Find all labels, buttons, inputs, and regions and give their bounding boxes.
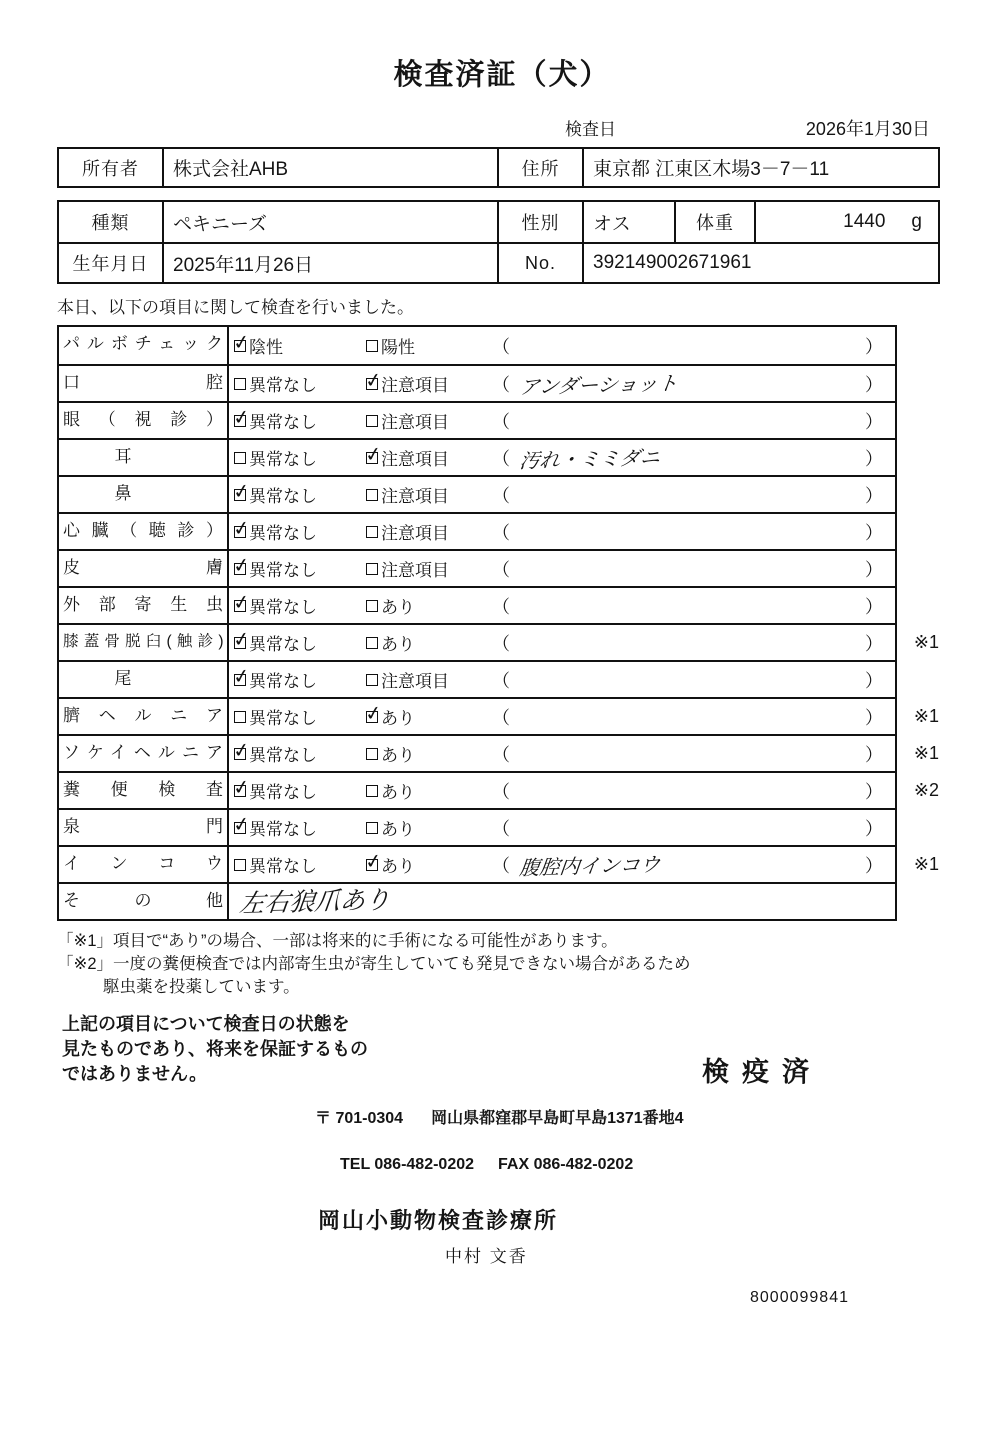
weight-label: 体重 [674, 202, 754, 242]
footnote-mark: ※1 [913, 632, 939, 652]
inspection-item-label: 糞便検査 [59, 773, 229, 808]
checkbox-icon [366, 563, 378, 575]
checkbox-icon [366, 637, 378, 649]
checkbox-icon [234, 822, 246, 834]
address-label: 住所 [497, 149, 582, 186]
inspection-option-1 [234, 741, 366, 766]
paren-close: ） [865, 707, 883, 728]
option-label: 注意項目 [381, 561, 449, 580]
footnote-mark: ※1 [913, 706, 939, 726]
handwritten-note: 腹腔内インコウ [518, 854, 662, 880]
clinic-tel: TEL 086-482-0202 [340, 1156, 475, 1173]
result-field [492, 850, 895, 879]
footnote-mark: ※1 [913, 743, 939, 763]
inspection-item-label: パルボチェック [59, 327, 229, 364]
footnote-1: 「※1」項目で“あり”の場合、一部は将来的に手術になる可能性があります。 [57, 932, 618, 950]
inspection-item-label: 鼻 [59, 477, 229, 512]
inspection-option-2 [366, 408, 492, 433]
weight-value-cell [754, 202, 938, 242]
inspection-option-2 [366, 371, 492, 396]
result-field [492, 778, 895, 804]
inspection-row-patella [59, 623, 939, 660]
inspection-option-1 [234, 630, 366, 655]
inspection-option-1 [234, 371, 366, 396]
checkbox-icon [366, 378, 378, 390]
checkbox-icon [234, 637, 246, 649]
footnotes [57, 930, 1004, 999]
checkbox-icon [234, 600, 246, 612]
inspection-row-skin [59, 549, 895, 586]
result-field [492, 482, 895, 508]
result-field [492, 408, 895, 434]
inspection-row-tail [59, 660, 895, 697]
weight-value: 1440 [843, 211, 886, 232]
inspection-option-1 [234, 593, 366, 618]
inspection-option-1 [234, 704, 366, 729]
paren-open: （ [492, 818, 510, 839]
dog-info-table [57, 200, 940, 284]
option-label: あり [381, 709, 415, 728]
paren-close: ） [865, 559, 883, 580]
inspection-option-1 [234, 482, 366, 507]
paren-open: （ [492, 374, 510, 395]
dog-info-row-1 [59, 202, 938, 242]
clinic-contact-line [340, 1156, 1004, 1174]
footnote-2-line2: 駆虫薬を投薬しています。 [103, 978, 300, 996]
result-field [492, 630, 895, 656]
inspection-option-1 [234, 556, 366, 581]
paren-close: ） [865, 336, 883, 357]
breed-label: 種類 [91, 213, 130, 233]
option-label: 異常なし [249, 487, 317, 506]
clinic-address: 岡山県都窪郡早島町早島1371番地4 [431, 1110, 684, 1127]
disclaimer [62, 1012, 1004, 1087]
checkbox-icon [234, 711, 246, 723]
inspection-item-label: 外部寄生虫 [59, 588, 229, 623]
checkbox-icon [366, 489, 378, 501]
footnote-mark: ※2 [913, 780, 939, 800]
option-label: 陽性 [381, 338, 415, 357]
paren-open: （ [492, 707, 510, 728]
no-value: 392149002671961 [582, 244, 938, 282]
option-label: 異常なし [249, 450, 317, 469]
inspection-option-2 [366, 482, 492, 507]
intro-text: 本日、以下の項目に関して検査を行いました。 [57, 298, 414, 317]
checkbox-icon [366, 340, 378, 352]
handwritten-note: 汚れ・ミミダニ [518, 447, 662, 473]
inspection-option-1 [234, 519, 366, 544]
inspection-option-1 [234, 852, 366, 877]
option-label: 異常なし [249, 376, 317, 395]
inspection-option-1 [234, 778, 366, 803]
checkbox-icon [366, 526, 378, 538]
paren-close: ） [865, 374, 883, 395]
checkbox-icon [234, 415, 246, 427]
checkbox-icon [234, 452, 246, 464]
result-field [492, 556, 895, 582]
inspection-item-label: 眼（視診） [59, 403, 229, 438]
paren-close: ） [865, 781, 883, 802]
dog-info-row-2 [59, 242, 938, 282]
checkbox-icon [234, 748, 246, 760]
footnote-mark: ※1 [913, 854, 939, 874]
inspection-row-fontanelle [59, 808, 895, 845]
option-label: あり [381, 783, 415, 802]
paren-close: ） [865, 633, 883, 654]
inspection-row-oral [59, 364, 895, 401]
option-label: 異常なし [249, 857, 317, 876]
paren-close: ） [865, 411, 883, 432]
paren-open: （ [492, 670, 510, 691]
option-label: 異常なし [249, 820, 317, 839]
paren-close: ） [865, 596, 883, 617]
paren-close: ） [865, 670, 883, 691]
paren-open: （ [492, 559, 510, 580]
exam-date-label: 検査日 [565, 120, 616, 139]
bottom-section [0, 1012, 1004, 1307]
result-field [492, 593, 895, 619]
exam-date-value: 2026年1月30日 [805, 119, 930, 139]
paren-open: （ [492, 411, 510, 432]
paren-close: ） [865, 855, 883, 876]
checkbox-icon [234, 340, 246, 352]
checkbox-icon [234, 526, 246, 538]
paren-open: （ [492, 448, 510, 469]
inspection-option-2 [366, 593, 492, 618]
inspection-option-2 [366, 630, 492, 655]
option-label: あり [381, 746, 415, 765]
inspection-row-fecal-exam [59, 771, 939, 808]
disclaimer-line2: 見たものであり、将来を保証するもの [62, 1039, 368, 1059]
option-label: 異常なし [249, 635, 317, 654]
inspection-item-label: インコウ [59, 847, 229, 882]
sex-label: 性別 [497, 202, 582, 242]
paren-open: （ [492, 744, 510, 765]
inspection-option-1 [234, 667, 366, 692]
checkbox-icon [234, 859, 246, 871]
paren-open: （ [492, 336, 510, 357]
sex-value: オス [582, 202, 674, 242]
inspection-item-label: その他 [59, 884, 229, 919]
inspection-option-2 [366, 741, 492, 766]
inspection-row-umbilical-hernia [59, 697, 939, 734]
checkbox-icon [234, 674, 246, 686]
inspection-item-label: 尾 [59, 662, 229, 697]
inspection-item-label: 耳 [59, 440, 229, 475]
paren-open: （ [492, 633, 510, 654]
option-label: 注意項目 [381, 376, 449, 395]
clinic-address-line [315, 1105, 1004, 1128]
owner-label: 所有者 [82, 158, 139, 179]
handwritten-note: 左右狼爪あり [237, 885, 392, 918]
result-field [492, 815, 895, 841]
inspection-row-nose [59, 475, 895, 512]
examiner-name: 中村 文香 [445, 1247, 528, 1266]
inspection-item-label: ソケイヘルニア [59, 736, 229, 771]
inspection-item-label: 口腔 [59, 366, 229, 401]
inspection-table [57, 325, 939, 921]
checkbox-icon [234, 563, 246, 575]
inspection-row-external-parasites [59, 586, 895, 623]
option-label: 注意項目 [381, 450, 449, 469]
result-field [492, 443, 895, 472]
inspection-item-label: 心臓（聴診） [59, 514, 229, 549]
result-field [492, 369, 895, 398]
owner-table [57, 147, 940, 188]
option-label: 注意項目 [381, 524, 449, 543]
inspection-row-heart [59, 512, 895, 549]
checkbox-icon [366, 785, 378, 797]
inspection-row-ears [59, 438, 895, 475]
inspection-row-eyes [59, 401, 895, 438]
no-label: No. [497, 244, 582, 282]
handwritten-note: アンダーショット [518, 372, 679, 400]
birthdate-label: 生年月日 [72, 254, 149, 274]
inspection-item-label: 膝蓋骨脱臼(触診) [59, 625, 229, 660]
checkbox-icon [366, 452, 378, 464]
paren-open: （ [492, 596, 510, 617]
clinic-postal-code: 〒 701-0304 [315, 1110, 404, 1127]
option-label: あり [381, 635, 415, 654]
inspection-option-1 [234, 333, 366, 358]
inspection-option-2 [366, 519, 492, 544]
option-label: あり [381, 857, 415, 876]
inspection-row-inguinal-hernia [59, 734, 939, 771]
paren-close: ） [865, 744, 883, 765]
inspection-item-label: 泉門 [59, 810, 229, 845]
inspection-option-2 [366, 445, 492, 470]
option-label: 異常なし [249, 561, 317, 580]
paren-close: ） [865, 818, 883, 839]
clinic-fax: FAX 086-482-0202 [498, 1156, 634, 1173]
checkbox-icon [366, 748, 378, 760]
option-label: 異常なし [249, 524, 317, 543]
result-field [492, 704, 895, 730]
page-title: 検査済証（犬） [393, 59, 611, 91]
clinic-name: 岡山小動物検査診療所 [318, 1208, 559, 1233]
exam-date-row [57, 115, 940, 141]
option-label: 異常なし [249, 709, 317, 728]
checkbox-icon [366, 711, 378, 723]
result-field [492, 519, 895, 545]
inspection-option-2 [366, 556, 492, 581]
option-label: 異常なし [249, 746, 317, 765]
option-label: 注意項目 [381, 487, 449, 506]
result-field [492, 667, 895, 693]
address-value: 東京都 江東区木場3－7－11 [582, 149, 938, 186]
checkbox-icon [234, 378, 246, 390]
inspection-row-cryptorchid [59, 845, 939, 882]
paren-close: ） [865, 448, 883, 469]
paren-close: ） [865, 485, 883, 506]
serial-number: 8000099841 [750, 1289, 849, 1306]
inspection-option-2 [366, 852, 492, 877]
checkbox-icon [366, 415, 378, 427]
option-label: 陰性 [249, 338, 283, 357]
option-label: 異常なし [249, 413, 317, 432]
disclaimer-line1: 上記の項目について検査日の状態を [62, 1014, 350, 1034]
inspection-option-2 [366, 704, 492, 729]
inspection-option-2 [366, 778, 492, 803]
inspection-option-2 [366, 333, 492, 358]
paren-open: （ [492, 781, 510, 802]
inspection-row-parvo [59, 327, 895, 364]
paren-open: （ [492, 522, 510, 543]
inspection-option-1 [234, 408, 366, 433]
inspection-item-label: 皮膚 [59, 551, 229, 586]
quarantine-stamp: 検疫済 [702, 1057, 822, 1087]
option-label: 異常なし [249, 598, 317, 617]
option-label: 注意項目 [381, 413, 449, 432]
result-field [492, 333, 895, 359]
paren-close: ） [865, 522, 883, 543]
paren-open: （ [492, 855, 510, 876]
footnote-2-line1: 「※2」一度の糞便検査では内部寄生虫が寄生していても発見できない場合があるため [57, 955, 691, 973]
result-field [492, 741, 895, 767]
birthdate-value: 2025年11月26日 [162, 244, 497, 282]
inspection-option-1 [234, 815, 366, 840]
checkbox-icon [366, 600, 378, 612]
disclaimer-line3: ではありません。 [62, 1064, 208, 1084]
owner-value: 株式会社AHB [162, 149, 497, 186]
checkbox-icon [234, 489, 246, 501]
option-label: 注意項目 [381, 672, 449, 691]
weight-unit: g [911, 211, 922, 232]
inspection-row-other [59, 882, 895, 919]
inspection-option-2 [366, 815, 492, 840]
checkbox-icon [234, 785, 246, 797]
option-label: 異常なし [249, 672, 317, 691]
inspection-option-2 [366, 667, 492, 692]
paren-open: （ [492, 485, 510, 506]
checkbox-icon [366, 859, 378, 871]
inspection-item-label: 臍ヘルニア [59, 699, 229, 734]
option-label: あり [381, 598, 415, 617]
checkbox-icon [366, 674, 378, 686]
breed-value: ペキニーズ [162, 202, 497, 242]
option-label: あり [381, 820, 415, 839]
option-label: 異常なし [249, 783, 317, 802]
inspection-option-1 [234, 445, 366, 470]
checkbox-icon [366, 822, 378, 834]
